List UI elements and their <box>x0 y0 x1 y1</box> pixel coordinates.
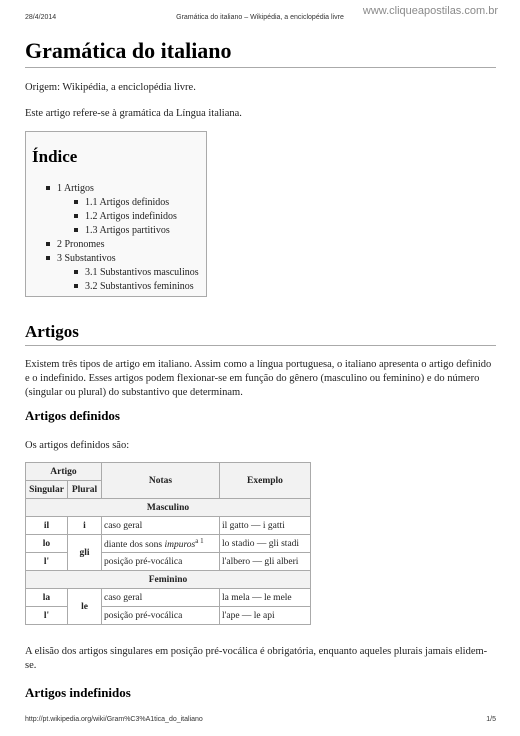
cell-singular: la <box>26 589 68 607</box>
cell-exemplo: l'ape — le api <box>220 607 311 625</box>
table-row <box>26 517 311 535</box>
toc-item-label[interactable]: 2 Pronomes <box>57 239 105 250</box>
print-footer-url: http://pt.wikipedia.org/wiki/Gram%C3%A1tica_do_italiano <box>25 716 203 723</box>
table-row <box>26 535 311 553</box>
cell-nota: caso geral <box>102 589 220 607</box>
cell-singular: l' <box>26 607 68 625</box>
nota-emphasis: impuros <box>164 540 196 551</box>
toc-item-label[interactable]: 1.3 Artigos partitivos <box>85 225 170 236</box>
toc-item-substantivos[interactable] <box>46 253 116 264</box>
table-row <box>26 571 311 589</box>
bullet-icon <box>46 242 50 246</box>
toc-item-artigos-indefinidos[interactable] <box>74 211 177 222</box>
cell-singular: l' <box>26 553 68 571</box>
page-title: Gramática do italiano <box>25 38 232 63</box>
cell-nota: posição pré-vocálica <box>102 553 220 571</box>
definite-articles-table <box>25 462 311 625</box>
toc-item-pronomes[interactable] <box>46 239 105 250</box>
toc-item-label[interactable]: 3.2 Substantivos femininos <box>85 281 194 292</box>
toc-item-label[interactable]: 3.1 Substantivos masculinos <box>85 267 199 278</box>
print-page-title: Gramática do italiano – Wikipédia, a enciclopédia livre <box>176 14 344 21</box>
header-singular: Singular <box>26 481 68 499</box>
bullet-icon <box>46 186 50 190</box>
toc-item-label[interactable]: 1.1 Artigos definidos <box>85 197 170 208</box>
cell-exemplo: la mela — le mele <box>220 589 311 607</box>
bullet-icon <box>74 270 78 274</box>
footnote-ref[interactable]: a 1 <box>195 536 204 545</box>
hatnote: Este artigo refere-se à gramática da Língua italiana. <box>25 108 242 119</box>
header-artigo: Artigo <box>26 463 102 481</box>
cell-singular: lo <box>26 535 68 553</box>
cell-plural: i <box>68 517 102 535</box>
header-plural: Plural <box>68 481 102 499</box>
bullet-icon <box>74 214 78 218</box>
bullet-icon <box>74 284 78 288</box>
print-date: 28/4/2014 <box>25 14 57 21</box>
toc-item-label[interactable]: 3 Substantivos <box>57 253 116 264</box>
toc-item-substantivos-femininos[interactable] <box>74 281 194 292</box>
cell-plural: le <box>68 589 102 625</box>
section-divider <box>25 345 496 346</box>
toc-title: Índice <box>32 147 78 166</box>
watermark: www.cliqueapostilas.com.br <box>362 5 498 17</box>
toc-item-label[interactable]: 1.2 Artigos indefinidos <box>85 211 177 222</box>
group-masculino: Masculino <box>26 499 311 517</box>
toc-item-substantivos-masculinos[interactable] <box>74 267 199 278</box>
table-row <box>26 499 311 517</box>
toc-item-artigos-partitivos[interactable] <box>74 225 170 236</box>
section-heading-artigos-indefinidos: Artigos indefinidos <box>25 685 131 700</box>
table-row <box>26 463 311 481</box>
cell-exemplo: il gatto — i gatti <box>220 517 311 535</box>
cell-singular: il <box>26 517 68 535</box>
definidos-intro: Os artigos definidos são: <box>25 440 130 451</box>
table-row <box>26 589 311 607</box>
header-exemplo: Exemplo <box>220 463 311 499</box>
section-heading-artigos: Artigos <box>25 322 79 341</box>
print-page-number: 1/5 <box>486 716 496 723</box>
cell-exemplo: lo stadio — gli stadi <box>220 535 311 553</box>
cell-exemplo: l'albero — gli alberi <box>220 553 311 571</box>
toc-item-artigos[interactable] <box>46 183 94 194</box>
toc-item-artigos-definidos[interactable] <box>74 197 169 208</box>
section-heading-artigos-definidos: Artigos definidos <box>25 408 120 423</box>
cell-nota: posição pré-vocálica <box>102 607 220 625</box>
bullet-icon <box>46 256 50 260</box>
bullet-icon <box>74 200 78 204</box>
header-notas: Notas <box>102 463 220 499</box>
origin-line: Origem: Wikipédia, a enciclopédia livre. <box>25 82 196 93</box>
cell-nota <box>102 535 220 553</box>
group-feminino: Feminino <box>26 571 311 589</box>
cell-plural: gli <box>68 535 102 571</box>
bullet-icon <box>74 228 78 232</box>
title-divider <box>25 67 496 68</box>
nota-text: diante dos sons <box>104 540 165 551</box>
elision-paragraph: A elisão dos artigos singulares em posição pré-vocálica é obrigatória, enquanto aqueles plurais jamais elidem-se. <box>25 646 488 671</box>
table-of-contents <box>25 131 207 297</box>
cell-nota: caso geral <box>102 517 220 535</box>
artigos-paragraph: Existem três tipos de artigo em italiano. Assim como a língua portuguesa, o italiano apresenta o artigo definido e o indefinido. Esses artigos podem flexionar-se em função do gênero (masculino ou feminino) e do número (singular ou plural) do substantivo que determinam. <box>25 359 492 398</box>
toc-item-label[interactable]: 1 Artigos <box>57 183 94 194</box>
